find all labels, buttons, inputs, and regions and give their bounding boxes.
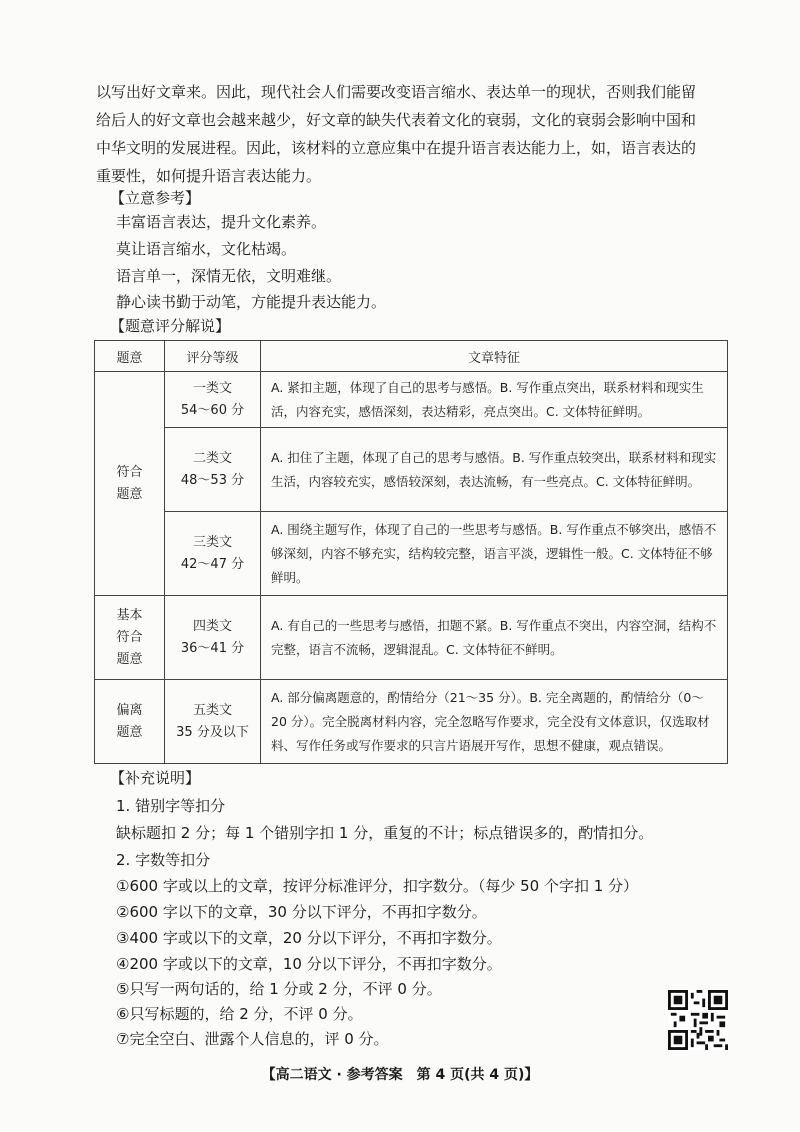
category-label: 题意 <box>116 724 143 740</box>
rubric-heading: 【题意评分解说】 <box>110 317 231 335</box>
category-label: 题意 <box>116 486 143 502</box>
lizhi-item-4: 静心读书勤于动笔，方能提升表达能力。 <box>116 293 387 311</box>
features-cell: A. 紧扣主题，体现了自己的思考与感悟。B. 写作重点突出，联系材料和现实生活，内容充实，感悟深刻，表达精彩，亮点突出。C. 文体特征鲜明。 <box>261 372 728 428</box>
features-cell: A. 围绕主题写作，体现了自己的一些思考与感悟。B. 写作重点不够突出，感悟不够深刻，内容不够充实，结构较完整，语言平淡，逻辑性一般。C. 文体特征不够鲜明。 <box>261 512 728 596</box>
rubric-header-row <box>95 341 728 372</box>
intro-line-1: 以写出好文章来。因此，现代社会人们需要改变语言缩水、表达单一的现状，否则我们能留 <box>96 83 697 101</box>
grade-range: 54～60 分 <box>180 402 245 418</box>
category-cell <box>95 596 165 680</box>
list-item: ⑥只写标题的，给 2 分，不评 0 分。 <box>116 1005 363 1023</box>
grade-cell <box>165 428 261 512</box>
category-label: 偏离 <box>116 702 143 718</box>
grade-cell <box>165 596 261 680</box>
grade-cell <box>165 680 261 764</box>
header-category: 题意 <box>95 341 165 372</box>
list-item: ②600 字以下的文章，30 分以下评分，不再扣字数分。 <box>116 903 487 921</box>
list-item: ③400 字或以下的文章，20 分以下评分，不再扣字数分。 <box>116 929 502 947</box>
category-cell <box>95 680 165 764</box>
intro-line-4: 重要性，如何提升语言表达能力。 <box>96 167 322 185</box>
table-row <box>95 512 728 596</box>
intro-line-3: 中华文明的发展进程。因此，该材料的立意应集中在提升语言表达能力上，如，语言表达的 <box>96 139 697 157</box>
page-footer: 【高二语文 · 参考答案 第 4 页(共 4 页)】 <box>261 1067 539 1083</box>
category-label: 符合 <box>116 629 143 645</box>
features-cell: A. 部分偏离题意的，酌情给分（21～35 分）。B. 完全离题的，酌情给分（0～20 分）。完全脱离材料内容，完全忽略写作要求，完全没有文体意识，仅选取材料、写作任务或写作要求的只言片语展开写作，思想不健康，观点错误。 <box>261 680 728 764</box>
supplement-section2-title: 2. 字数等扣分 <box>116 851 211 869</box>
grade-cell <box>165 372 261 428</box>
intro-line-2: 给后人的好文章也会越来越少，好文章的缺失代表着文化的衰弱，文化的衰弱会影响中国和 <box>96 111 697 129</box>
grade-range: 42～47 分 <box>180 556 245 572</box>
table-row <box>95 596 728 680</box>
list-item: ⑦完全空白、泄露个人信息的，评 0 分。 <box>116 1030 389 1048</box>
lizhi-item-2: 莫让语言缩水，文化枯竭。 <box>116 240 297 258</box>
lizhi-item-1: 丰富语言表达，提升文化素养。 <box>116 213 327 231</box>
grade-cell <box>165 512 261 596</box>
table-row <box>95 428 728 512</box>
list-item: ①600 字或以上的文章，按评分标准评分，扣字数分。（每少 50 个字扣 1 分） <box>116 877 639 895</box>
table-row <box>95 372 728 428</box>
header-features: 文章特征 <box>261 341 728 372</box>
grade-name: 二类文 <box>192 450 232 466</box>
grade-name: 一类文 <box>192 380 232 396</box>
list-item: ⑤只写一两句话的，给 1 分或 2 分，不评 0 分。 <box>116 980 442 998</box>
qr-code-icon <box>668 990 728 1050</box>
category-label: 题意 <box>116 651 143 667</box>
supplement-heading: 【补充说明】 <box>110 769 201 787</box>
supplement-section1-title: 1. 错别字等扣分 <box>116 797 226 815</box>
grade-name: 三类文 <box>192 534 232 550</box>
grade-range: 48～53 分 <box>180 472 245 488</box>
features-cell: A. 扣住了主题，体现了自己的思考与感悟。B. 写作重点较突出，联系材料和现实生活，内容较充实，感悟较深刻，表达流畅，有一些亮点。C. 文体特征鲜明。 <box>261 428 728 512</box>
lizhi-heading: 【立意参考】 <box>110 189 201 207</box>
grade-name: 五类文 <box>192 702 232 718</box>
lizhi-item-3: 语言单一，深情无依，文明难继。 <box>116 267 342 285</box>
grade-name: 四类文 <box>192 618 232 634</box>
grade-range: 36～41 分 <box>180 640 245 656</box>
grade-range: 35 分及以下 <box>176 724 249 740</box>
table-row <box>95 680 728 764</box>
header-grade: 评分等级 <box>165 341 261 372</box>
features-cell: A. 有自己的一些思考与感悟，扣题不紧。B. 写作重点不突出，内容空洞，结构不完整，语言不流畅，逻辑混乱。C. 文体特征不鲜明。 <box>261 596 728 680</box>
rubric-table <box>94 340 728 764</box>
supplement-section1-text: 缺标题扣 2 分；每 1 个错别字扣 1 分，重复的不计；标点错误多的，酌情扣分。 <box>116 824 654 842</box>
list-item: ④200 字或以下的文章，10 分以下评分，不再扣字数分。 <box>116 955 502 973</box>
category-label: 基本 <box>116 607 143 623</box>
category-cell <box>95 372 165 596</box>
category-label: 符合 <box>116 464 143 480</box>
